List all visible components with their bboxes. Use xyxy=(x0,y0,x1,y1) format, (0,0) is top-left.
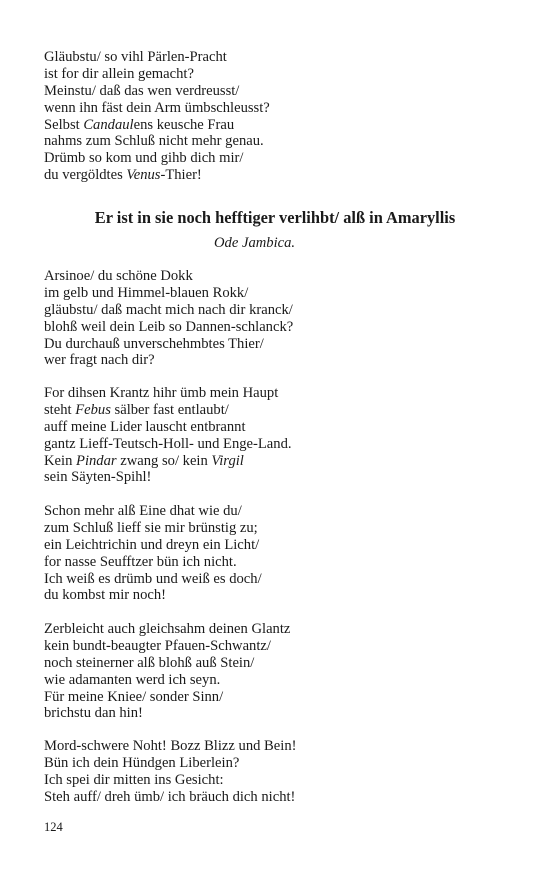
verse-text: brichstu dan hin! xyxy=(44,705,143,722)
stanza-4 xyxy=(44,503,514,604)
verse-text: Steh auff/ dreh ümb/ ich bräuch dich nicht! xyxy=(44,788,296,805)
verse-text: wer fragt nach dir? xyxy=(44,352,155,369)
verse-line xyxy=(44,453,514,470)
verse-line xyxy=(44,672,514,689)
verse-text: ist for dir allein gemacht? xyxy=(44,65,194,82)
verse-line xyxy=(44,419,514,436)
verse-text: ein Leichtrichin und dreyn ein Licht/ xyxy=(44,536,260,553)
verse-line xyxy=(44,554,514,571)
verse-text: Selbst xyxy=(44,116,84,133)
verse-line xyxy=(44,738,514,755)
verse-name-italic: Febus xyxy=(75,401,111,418)
verse-line xyxy=(44,503,514,520)
verse-line xyxy=(44,789,514,806)
verse-text: blohß weil dein Leib so Dannen-schlanck? xyxy=(44,318,294,335)
stanza-1 xyxy=(44,49,514,184)
verse-line xyxy=(44,655,514,672)
verse-line xyxy=(44,319,514,336)
verse-text: -Thier! xyxy=(160,167,202,184)
verse-text: Schon mehr alß Eine dhat wie du/ xyxy=(44,503,242,519)
verse-text: for nasse Seufftzer bün ich nicht. xyxy=(44,553,237,570)
verse-text: zwang so/ kein xyxy=(116,452,212,469)
verse-line xyxy=(44,689,514,706)
verse-line xyxy=(44,117,514,134)
verse-text: wenn ihn fäst dein Arm ümbschleusst? xyxy=(44,99,270,116)
verse-line xyxy=(44,268,514,285)
verse-line xyxy=(44,520,514,537)
verse-text: Mord-schwere Noht! Bozz Blizz und Bein! xyxy=(44,738,297,754)
page-number: 124 xyxy=(44,820,63,834)
verse-line xyxy=(44,621,514,638)
verse-line xyxy=(44,436,514,453)
verse-line xyxy=(44,352,514,369)
verse-text: For dihsen Krantz hihr ümb mein Haupt xyxy=(44,385,279,401)
verse-line xyxy=(44,83,514,100)
verse-line xyxy=(44,133,514,150)
verse-text: Kein xyxy=(44,452,77,469)
verse-text: Für meine Kniee/ sonder Sinn/ xyxy=(44,688,224,705)
verse-text: Du durchauß unverschehmbtes Thier/ xyxy=(44,335,264,352)
stanza-2 xyxy=(44,268,514,369)
verse-text: gantz Lieff-Teutsch-Holl- und Enge-Land. xyxy=(44,435,292,452)
verse-text: zum Schluß lieff sie mir brünstig zu; xyxy=(44,519,258,536)
verse-text: ens keusche Frau xyxy=(133,116,235,133)
verse-line xyxy=(44,402,514,419)
verse-line xyxy=(44,705,514,722)
verse-line xyxy=(44,302,514,319)
verse-text: Meinstu/ daß das wen verdreusst/ xyxy=(44,82,240,99)
verse-text: Arsinoe/ du schöne Dokk xyxy=(44,268,193,284)
verse-line xyxy=(44,755,514,772)
verse-line xyxy=(44,587,514,604)
verse-text: wie adamanten werd ich seyn. xyxy=(44,671,221,688)
verse-line xyxy=(44,772,514,789)
verse-text: du vergöldtes xyxy=(44,167,127,184)
verse-line xyxy=(44,49,514,66)
verse-line xyxy=(44,150,514,167)
stanza-6 xyxy=(44,738,514,806)
verse-text: nahms zum Schluß nicht mehr genau. xyxy=(44,133,264,150)
poem-subtitle: Ode Jambica. xyxy=(214,235,296,251)
verse-text: Drümb so kom und gihb dich mir/ xyxy=(44,150,244,167)
verse-line xyxy=(44,469,514,486)
verse-line xyxy=(44,66,514,83)
verse-line xyxy=(44,385,514,402)
verse-text: Ich weiß es drümb und weiß es doch/ xyxy=(44,570,262,587)
verse-text: auff meine Lider lauscht entbrannt xyxy=(44,418,246,435)
verse-name-italic: Venus xyxy=(126,167,161,184)
verse-line xyxy=(44,638,514,655)
verse-name-italic: Virgil xyxy=(211,452,244,469)
stanza-3 xyxy=(44,385,514,486)
verse-line xyxy=(44,336,514,353)
verse-text: sein Säyten-Spihl! xyxy=(44,469,152,486)
stanza-5 xyxy=(44,621,514,722)
verse-text: Bün ich dein Hündgen Liberlein? xyxy=(44,754,240,771)
verse-text: noch steinerner alß blohß auß Stein/ xyxy=(44,654,255,671)
verse-text: sälber fast entlaubt/ xyxy=(110,401,229,418)
verse-line xyxy=(44,571,514,588)
verse-text: steht xyxy=(44,401,76,418)
verse-name-italic: Candaul xyxy=(83,116,134,133)
verse-line xyxy=(44,285,514,302)
verse-text: Zerbleicht auch gleichsahm deinen Glantz xyxy=(44,621,291,637)
verse-line xyxy=(44,537,514,554)
verse-text: Gläubstu/ so vihl Pärlen-Pracht xyxy=(44,49,227,65)
verse-text: Ich spei dir mitten ins Gesicht: xyxy=(44,771,224,788)
poem-title: Er ist in sie noch hefftiger verlihbt/ alß in Amaryllis xyxy=(94,208,456,227)
verse-line xyxy=(44,167,514,184)
verse-line xyxy=(44,100,514,117)
verse-text: im gelb und Himmel-blauen Rokk/ xyxy=(44,284,249,301)
verse-text: gläubstu/ daß macht mich nach dir kranck/ xyxy=(44,301,293,318)
verse-name-italic: Pindar xyxy=(76,452,117,469)
verse-text: du kombst mir noch! xyxy=(44,587,167,604)
verse-text: kein bundt-beaugter Pfauen-Schwantz/ xyxy=(44,637,271,654)
